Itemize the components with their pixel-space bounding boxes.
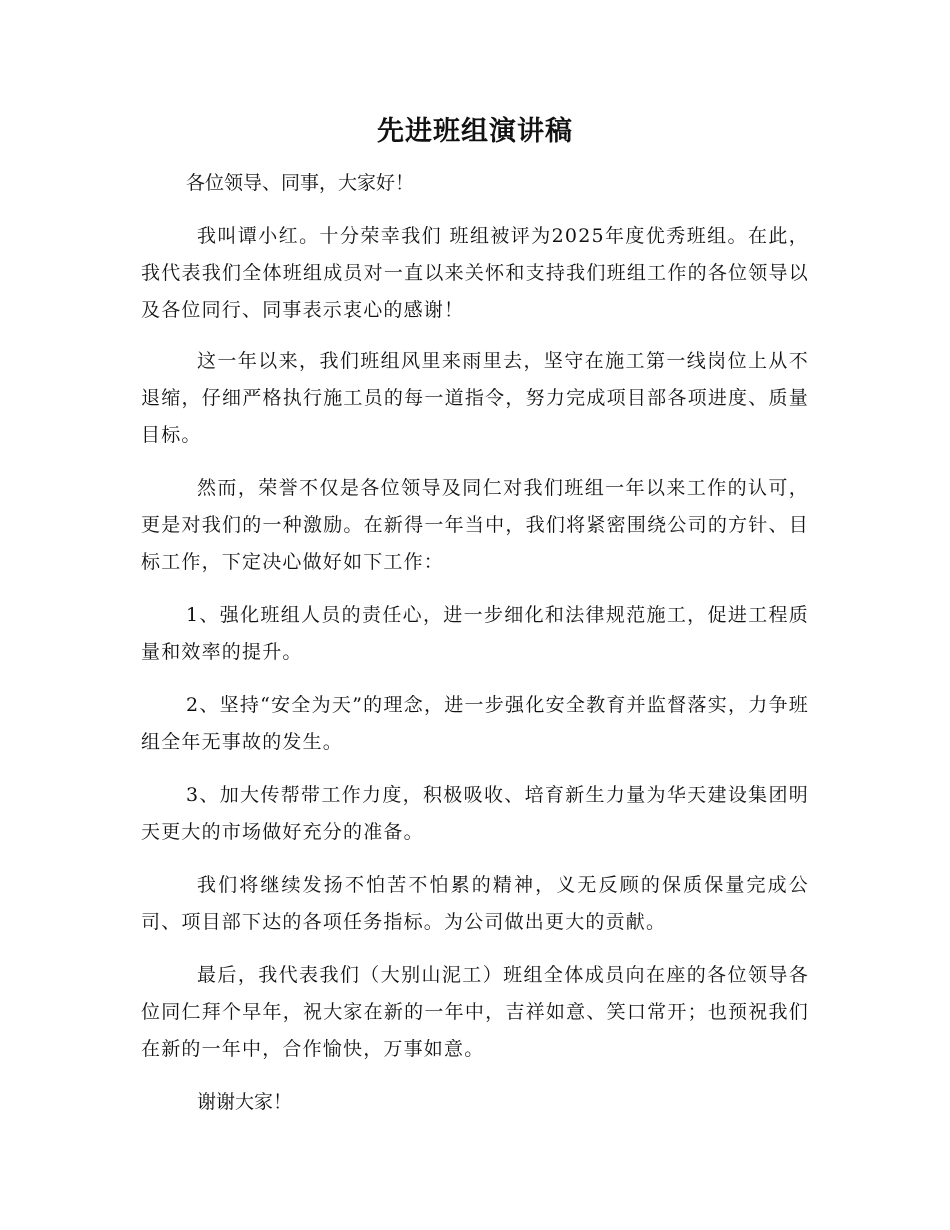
list-item-mentoring: 3、加大传帮带工作力度，积极吸收、培育新生力量为华天建设集团明天更大的市场做好充分的准备。 — [141, 784, 809, 843]
paragraph-commitment: 然而，荣誉不仅是各位领导及同仁对我们班组一年以来工作的认可，更是对我们的一种激励。在新得一年当中，我们将紧密围绕公司的方针、目标工作，下定决心做好如下工作： — [141, 477, 809, 573]
list-item-safety: 2、坚持“安全为天”的理念，进一步强化安全教育并监督落实，力争班组全年无事故的发生。 — [141, 694, 809, 753]
paragraph-introduction: 我叫谭小红。十分荣幸我们 班组被评为2025年度优秀班组。在此，我代表我们全体班组成员对一直以来关怀和支持我们班组工作的各位领导以及各位同行、同事表示衷心的感谢！ — [141, 225, 809, 321]
paragraph-year-review: 这一年以来，我们班组风里来雨里去，坚守在施工第一线岗位上从不退缩，仔细严格执行施工员的每一道指令，努力完成项目部各项进度、质量目标。 — [141, 350, 809, 446]
closing-line: 谢谢大家！ — [197, 1091, 293, 1113]
list-item-responsibility: 1、强化班组人员的责任心，进一步细化和法律规范施工，促进工程质量和效率的提升。 — [141, 604, 809, 663]
paragraph-wishes: 最后，我代表我们（大别山泥工）班组全体成员向在座的各位领导各位同仁拜个早年，祝大家在新的一年中，吉祥如意、笑口常开；也预祝我们在新的一年中，合作愉快，万事如意。 — [141, 964, 809, 1060]
paragraph-resolve: 我们将继续发扬不怕苦不怕累的精神，义无反顾的保质保量完成公司、项目部下达的各项任务指标。为公司做出更大的贡献。 — [141, 874, 809, 933]
greeting-line: 各位领导、同事，大家好！ — [186, 172, 415, 194]
document-title: 先进班组演讲稿 — [377, 116, 573, 147]
